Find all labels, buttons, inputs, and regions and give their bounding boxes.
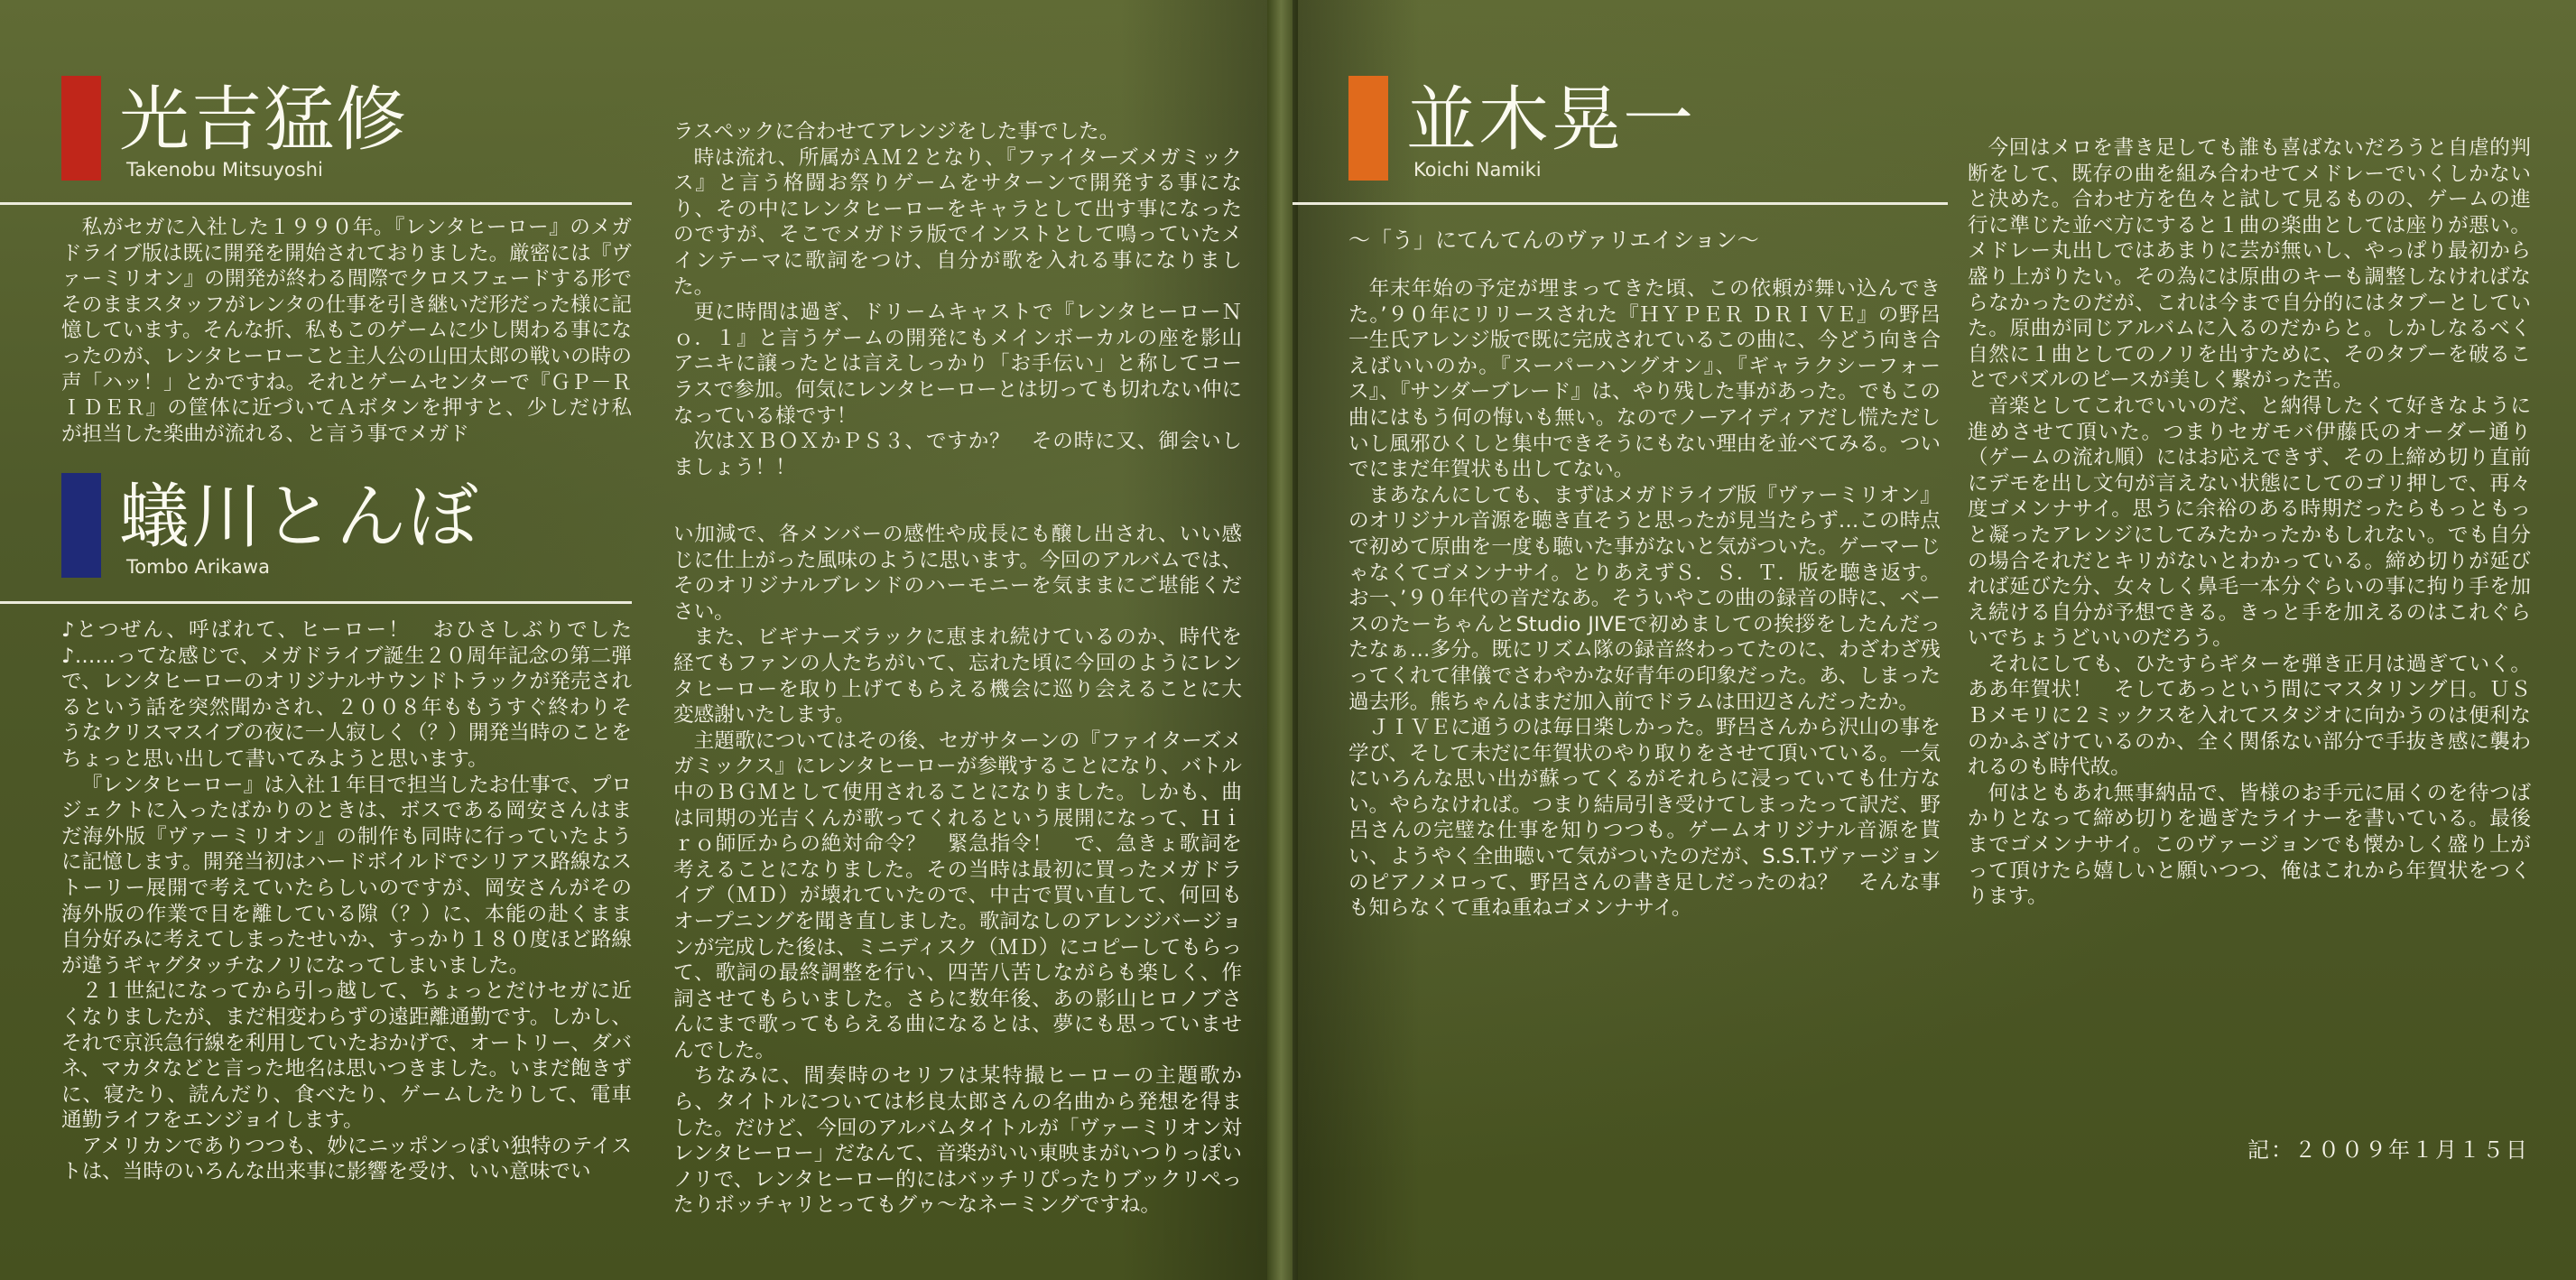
right-page (1293, 0, 2576, 1280)
paragraph: 私がセガに入社した１９９０年。『レンタヒーロー』のメガドライブ版は既に開発を開始されておりました。厳密には『ヴァーミリオン』の開発が終わる間際でクロスフェードする形でそのままスタッフがレンタの仕事を引き継いだ形だった様に記憶しています。そんな折、私もこのゲームに少し関わる事になったのが、レンタヒーローこと主人公の山田太郎の戦いの時の声「ハッ！」とかですね。それとゲームセンターで『ＧＰ－ＲＩＤＥＲ』の筐体に近づいてＡボタンを押すと、少しだけ私が担当した楽曲が流れる、と言う事でメガド (61, 216, 632, 446)
arikawa-name: 蟻川とんぼ (119, 477, 481, 558)
paragraph: ＪＩＶＥに通うのは毎日楽しかった。野呂さんから沢山の事を学び、そして未だに年賀状のやり取りをさせて頂いている。一気にいろんな思い出が蘇ってくるがそれらに浸っていても仕方ない。やらなければ。つまり結局引き受けてしまったって訳だ、野呂さんの完璧な仕事を知りつつも。ゲームオリジナル音源を貰い、ようやく全曲聴いて気がついたのだが、S.S.T.ヴァージョンのピアノメロって、野呂さんの書き足しだったのね？ そんな事も知らなくて重ね重ねゴメンナサイ。 (1348, 716, 1941, 921)
namiki-divider (1293, 202, 1948, 205)
paragraph: ちなみに、間奏時のセリフは某特撮ヒーローの主題歌から、タイトルについては杉良太郎さんの名曲から発想を得ました。だけど、今回のアルバムタイトルが「ヴァーミリオン対レンタヒーロー」だなんて、音楽がいい東映まがいつりっぽいノリで、レンタヒーロー的にはバッチリぴったりブックリペったりボッチャリとってもグゥ〜なネーミングですね。 (673, 1064, 1242, 1218)
namiki-subtitle: 〜「う」にてんてんのヴァリエイション〜 (1348, 227, 1759, 253)
blue-accent-bar (61, 473, 101, 578)
mitsuyoshi-romaji: Takenobu Mitsuyoshi (126, 159, 323, 181)
namiki-name: 並木晃一 (1406, 79, 1696, 161)
paragraph: また、ビギナーズラックに恵まれ続けているのか、時代を経てもファンの人たちがいて、忘れた頃に今回のようにレンタヒーローを取り上げてもらえる機会に巡り会えることに大変感謝いたします。 (673, 626, 1242, 728)
arikawa-divider (0, 601, 632, 604)
namiki-romaji: Koichi Namiki (1413, 159, 1542, 181)
mitsuyoshi-header (61, 76, 639, 193)
namiki-header (1348, 76, 1926, 193)
arikawa-header (61, 473, 639, 590)
paragraph: 更に時間は過ぎ、ドリームキャストで『レンタヒーローＮｏ．１』と言うゲームの開発にもメインボーカルの座を影山アニキに譲ったとは言えしっかり「お手伝い」と称してコーラスで参加。何気にレンタヒーローとは切っても切れない仲になっている様です！ (673, 301, 1242, 428)
red-accent-bar (61, 76, 101, 181)
mitsuyoshi-column-2 (673, 119, 1242, 479)
paragraph: 『レンタヒーロー』は入社１年目で担当したお仕事で、プロジェクトに入ったばかりのときは、ボスである岡安さんはまだ海外版『ヴァーミリオン』の制作も同時に行っていたように記憶します。開発当初はハードボイルドでシリアス路線なストーリー展開で考えていたらしいのですが、岡安さんがその海外版の作業で目を離している隙（？）に、本能の赴くまま自分好みに考えてしまったせいか、すっかり１８０度ほど路線が違うギャグタッチなノリになってしまいました。 (61, 773, 632, 978)
paragraph: 今回はメロを書き足しても誰も喜ばないだろうと自虐的判断をして、既存の曲を組み合わせてメドレーでいくしかないと決めた。合わせ方を色々と試して見るものの、ゲームの進行に準じた並べ方にすると１曲の楽曲としては座りが悪い。メドレー丸出しではあまりに芸が無いし、やっぱり最初から盛り上がりたい。その為には原曲のキーも調整しなければならなかったのだが、これは今まで自分的にはタブーとしていた。原曲が同じアルバムに入るのだからと。しかしなるべく自然に１曲としてのノリを出すために、そのタブーを破ることでパズルのピースが美しく繋がった苦。 (1968, 136, 2531, 393)
date-signature: 記：２００９年１月１５日 (2247, 1137, 2529, 1163)
arikawa-column-1 (61, 617, 632, 1184)
paragraph: い加減で、各メンバーの感性や成長にも醸し出され、いい感じに仕上がった風味のように思います。今回のアルバムでは、そのオリジナルブレンドのハーモニーを気ままにご堪能ください。 (673, 523, 1242, 624)
mitsuyoshi-name: 光吉猛修 (119, 79, 409, 161)
paragraph: ラスペックに合わせてアレンジをした事でした。 (673, 120, 1120, 144)
left-page (0, 0, 1273, 1280)
paragraph: 音楽としてこれでいいのだ、と納得したくて好きなように進めさせて頂いた。つまりセガモバ伊藤氏のオーダー通り（ゲームの流れ順）にはお応えできず、その上締め切り直前にデモを出し文句が言えない状態にしてのゴリ押しで、再々度ゴメンナサイ。思うに余裕のある時期だったらもっともっと凝ったアレンジにしてみたかったかもしれない。でも自分の場合それだとキリがないとわかっている。締め切りが延びれば延びた分、女々しく鼻毛一本分ぐらいの事に拘り手を加え続ける自分が予想できる。きっと手を加えるのはこれぐらいでちょうどいいのだろう。 (1968, 394, 2531, 651)
mitsuyoshi-column-1 (61, 215, 632, 451)
namiki-column-2 (1968, 135, 2531, 1116)
paragraph: それにしても、ひたすらギターを弾き正月は過ぎていく。ああ年賀状！ そしてあっという間にマスタリング日。ＵＳＢメモリに２ミックスを入れてスタジオに向かうのは便利なのかふざけているのか、全く関係ない部分で手抜き感に襲われるのも時代故。 (1968, 652, 2531, 780)
paragraph: 年末年始の予定が埋まってきた頃、この依頼が舞い込んできた。’９０年にリリースされた『ＨＹＰＥＲ ＤＲＩＶＥ』の野呂一生氏アレンジ版で既に完成されているこの曲に、今どう向き合えばいいのか。『スーパーハングオン』、『ギャラクシーフォース』、『サンダーブレード』は、やり残した事があった。でもこの曲にはもう何の悔いも無い。なのでノーアイディアだし慌ただしいし風邪ひくしと集中できそうにもない理由を並べてみる。ついでにまだ年賀状も出してない。 (1348, 277, 1941, 482)
arikawa-romaji: Tombo Arikawa (126, 556, 270, 578)
namiki-column-1 (1348, 276, 1941, 1175)
paragraph: ２１世紀になってから引っ越して、ちょっとだけセガに近くなりましたが、まだ相変わらずの遠距離通勤です。しかし、それで京浜急行線を利用していたおかげで、オートリー、ダバネ、マカタなどと言った地名は思いつきました。いまだ飽きずに、寝たり、読んだり、食べたり、ゲームしたりして、電車通勤ライフをエンジョイします。 (61, 979, 632, 1133)
paragraph: ♪とつぜん、呼ばれて、ヒーロー！ おひさしぶりでした♪……ってな感じで、メガドライブ誕生２０周年記念の第二弾で、レンタヒーローのオリジナルサウンドトラックが発売されるという話を突然聞かされ、２００８年ももうすぐ終わりそうなクリスマスイブの夜に一人寂しく（？）開発当時のことをちょっと思い出して書いてみようと思います。 (61, 618, 632, 771)
orange-accent-bar (1348, 76, 1388, 181)
arikawa-column-2 (673, 522, 1242, 1218)
paragraph: まあなんにしても、まずはメガドライブ版『ヴァーミリオン』のオリジナル音源を聴き直そうと思ったが見当たらず…この時点で初めて原曲を一度も聴いた事がないと気がついた。ゲーマーじゃなくてゴメンナサイ。とりあえずＳ．Ｓ．Ｔ．版を聴き返す。お一、’９０年代の音だなあ。そういやこの曲の録音の時に、ベースのたーちゃんとStudio JIVEで初めましての挨拶をしたんだったなぁ…多分。既にリズム隊の録音終わってたのに、わざわざ残ってくれて律儀でさわやかな好青年の印象だった。あ、しまった過去形。熊ちゃんはまだ加入前でドラムは田辺さんだったか。 (1348, 483, 1941, 714)
mitsuyoshi-divider (0, 202, 632, 205)
paragraph: 主題歌についてはその後、セガサターンの『ファイターズメガミックス』にレンタヒーローが参戦することになり、バトル中のＢＧＭとして使用されることになりました。しかも、曲は同期の光吉くんが歌ってくれるという展開になって、Ｈｉｒｏ師匠からの絶対命令？ 緊急指令！ で、急きょ歌詞を考えることになりました。その当時は最初に買ったメガドライブ（ＭＤ）が壊れていたので、中古で買い直して、何回もオープニングを聞き直しました。歌詞なしのアレンジバージョンが完成した後は、ミニディスク（ＭＤ）にコピーしてもらって、歌詞の最終調整を行い、四苦八苦しながらも楽しく、作詞させてもらいました。さらに数年後、あの影山ヒロノブさんにまで歌ってもらえる曲になるとは、夢にも思っていませんでした。 (673, 728, 1242, 1062)
paragraph: アメリカンでありつつも、妙にニッポンっぽい独特のテイストは、当時のいろんな出来事に影響を受け、いい意味でい (61, 1134, 632, 1184)
paragraph: 次はＸＢＯＸかＰＳ３、ですか？ その時に又、御会いしましょう！！ (673, 430, 1242, 479)
paragraph: 何はともあれ無事納品で、皆様のお手元に届くのを待つばかりとなって締め切りを過ぎたライナーを書いている。最後までゴメンナサイ。このヴァージョンでも懐かしく盛り上がって頂けたら嬉しいと願いつつ、俺はこれから年賀状をつくります。 (1968, 781, 2531, 909)
paragraph: 時は流れ、所属がＡＭ２となり、『ファイターズメガミックス』と言う格闘お祭りゲームをサターンで開発する事になり、その中にレンタヒーローをキャラとして出す事になったのですが、そこでメガドラ版でインストとして鳴っていたメインテーマに歌詞をつけ、自分が歌を入れる事になりました。 (673, 145, 1242, 299)
